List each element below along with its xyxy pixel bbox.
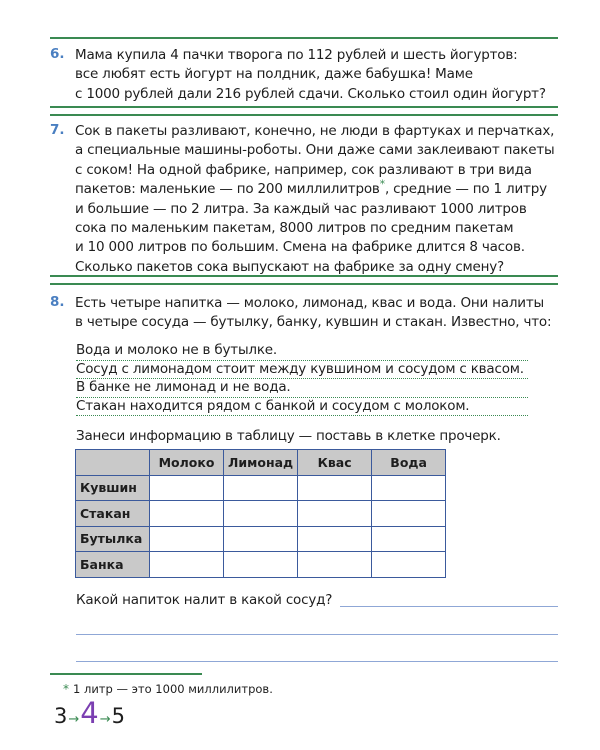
current-page-number: 4 xyxy=(80,696,99,730)
prev-page-number: 3 xyxy=(54,704,68,728)
task-8-number: 8. xyxy=(50,294,65,310)
condition-line: Стакан находится рядом с банкой и сосудом с молоком. xyxy=(76,398,528,417)
table-cell[interactable] xyxy=(298,475,372,501)
table-cell[interactable] xyxy=(298,526,372,552)
answer-line[interactable] xyxy=(340,606,558,607)
task-7-number: 7. xyxy=(50,122,65,138)
task-7-line: с соком! На одной фабрике, например, сок разливают в три вида xyxy=(75,161,532,178)
table-cell[interactable] xyxy=(224,526,298,552)
table-cell[interactable] xyxy=(150,501,224,527)
task-6-number: 6. xyxy=(50,46,65,62)
arrow-right-icon: → xyxy=(68,712,80,727)
footnote-mark: * xyxy=(379,177,385,191)
table-cell[interactable] xyxy=(372,526,446,552)
next-page-number: 5 xyxy=(111,704,126,728)
table-cell[interactable] xyxy=(224,501,298,527)
table-cell[interactable] xyxy=(150,475,224,501)
column-header-lemonade: Лимонад xyxy=(224,450,298,476)
table-row xyxy=(76,475,446,501)
divider-6-top xyxy=(50,106,558,108)
task-7-line: Сок в пакеты разливают, конечно, не люди в фартуках и перчатках, xyxy=(75,123,555,139)
task-7-line: и 10 000 литров по большим. Смена на фабрике длится 8 часов. xyxy=(75,239,525,256)
condition-line: В банке не лимонад и не вода. xyxy=(76,379,528,398)
row-header-bottle: Бутылка xyxy=(76,526,150,552)
column-header-kvass: Квас xyxy=(298,450,372,476)
table-cell[interactable] xyxy=(224,552,298,578)
column-header-water: Вода xyxy=(372,450,446,476)
task-6-line: все любят есть йогурт на полдник, даже бабушка! Маме xyxy=(75,66,473,83)
task-7-line-with-footnote: пакетов: маленькие — по 200 миллилитров*, средние — по 1 литру xyxy=(75,177,547,198)
answer-line[interactable] xyxy=(76,661,558,662)
table-cell[interactable] xyxy=(372,501,446,527)
table-instruction: Занеси информацию в таблицу — поставь в клетке прочерк. xyxy=(76,428,501,444)
divider-7-top xyxy=(50,275,558,277)
table-row xyxy=(76,526,446,552)
divider-7-bottom xyxy=(50,283,558,285)
task-6-line: Мама купила 4 пачки творога по 112 рублей и шесть йогуртов: xyxy=(75,47,518,63)
page-number-nav xyxy=(54,696,125,730)
task-7-line: а специальные машины-роботы. Они даже сами заклеивают пакеты xyxy=(75,142,555,159)
task-8-text xyxy=(75,294,565,333)
task-6-line: с 1000 рублей дали 216 рублей сдачи. Сколько стоил один йогурт? xyxy=(75,85,546,102)
condition-line: Вода и молоко не в бутылке. xyxy=(76,342,528,361)
table-corner-cell xyxy=(76,450,150,476)
table-cell[interactable] xyxy=(372,552,446,578)
row-header-glass: Стакан xyxy=(76,501,150,527)
task-8-line: Есть четыре напитка — молоко, лимонад, квас и вода. Они налиты xyxy=(75,295,545,311)
logic-table xyxy=(75,449,446,578)
row-header-jar: Банка xyxy=(76,552,150,578)
table-cell[interactable] xyxy=(298,501,372,527)
table-row xyxy=(76,501,446,527)
table-cell[interactable] xyxy=(150,526,224,552)
column-header-milk: Молоко xyxy=(150,450,224,476)
divider-top xyxy=(50,37,558,39)
footnote-star: * xyxy=(63,682,69,696)
task-7-line: сока по маленьким пакетам, 8000 литров по средним пакетам xyxy=(75,220,514,237)
task-7-line: и большие — по 2 литра. За каждый час разливают 1000 литров xyxy=(75,200,527,217)
conditions-list xyxy=(76,342,528,416)
arrow-right-icon: → xyxy=(99,712,111,727)
footnote xyxy=(63,682,273,696)
table-cell[interactable] xyxy=(372,475,446,501)
footnote-text: 1 литр — это 1000 миллилитров. xyxy=(73,682,273,696)
task-6-text xyxy=(75,46,565,104)
task-8-line: в четыре сосуда — бутылку, банку, кувшин и стакан. Известно, что: xyxy=(75,314,552,331)
table-cell[interactable] xyxy=(150,552,224,578)
task-7-text xyxy=(75,122,565,277)
answer-line[interactable] xyxy=(76,634,558,635)
row-header-jug: Кувшин xyxy=(76,475,150,501)
table-cell[interactable] xyxy=(224,475,298,501)
table-cell[interactable] xyxy=(298,552,372,578)
task-7-line: Сколько пакетов сока выпускают на фабрике за одну смену? xyxy=(75,258,505,275)
footnote-divider xyxy=(50,673,202,675)
table-row xyxy=(76,552,446,578)
condition-line: Сосуд с лимонадом стоит между кувшином и сосудом с квасом. xyxy=(76,361,528,380)
table-header-row xyxy=(76,450,446,476)
answer-question: Какой напиток налит в какой сосуд? xyxy=(76,592,333,608)
divider-6-bottom xyxy=(50,114,558,116)
